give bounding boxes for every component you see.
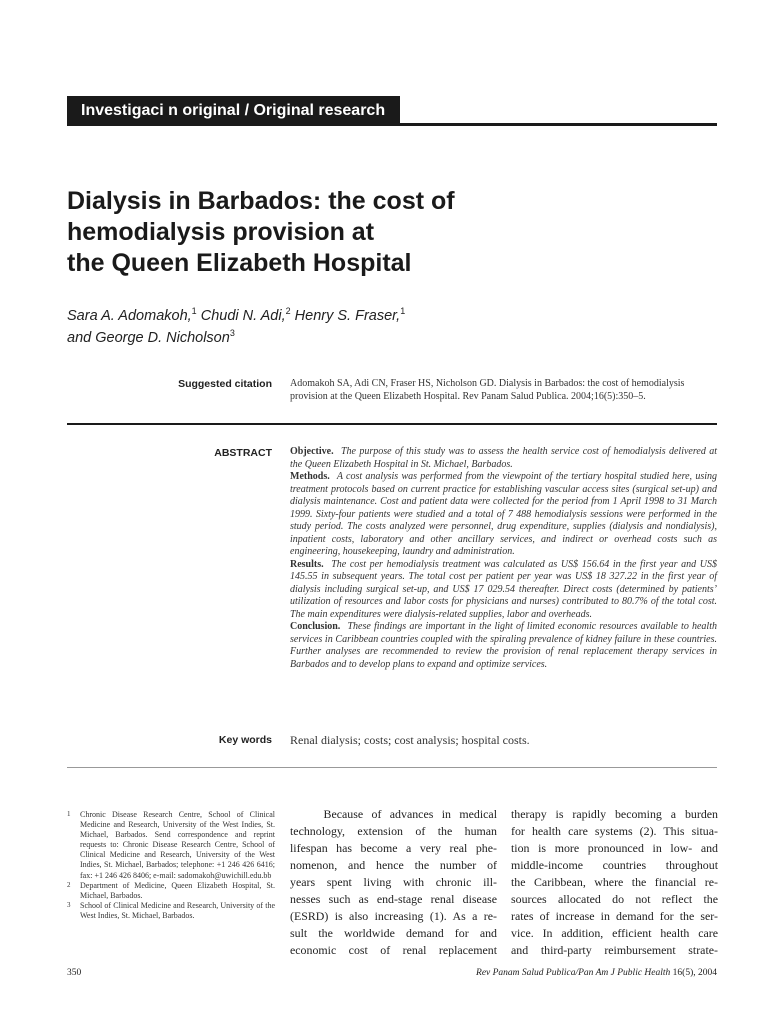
abstract-methods [290, 471, 717, 559]
body-line: sult the worldwide demand for and [290, 926, 497, 940]
author-name: Chudi N. Adi, [200, 308, 286, 324]
body-line: nesses such as end-stage renal disease [290, 892, 497, 906]
journal-volume: 16(5), 2004 [672, 968, 717, 978]
footnote-text: Chronic Disease Research Centre, School of Clinical Medicine and Research, University of the West Indies, St. Michael, Barbados. Send correspondence and reprint requests to: Chronic Disease Research Centre, School of Clinical Medicine and Research, University of the West Indies, St. Michael, Barbados; telephone: +1 246 426 6416; fax: +1 246 426 8406; e-mail: sadomakoh@uwichill.edu.bb [80, 810, 275, 880]
body-line: nomenon, and hence the number of [290, 858, 497, 872]
abstract-results [290, 559, 717, 622]
author-name: Sara A. Adomakoh, [67, 308, 192, 324]
abstract-text: These findings are important in the light of limited economic resources available to health services in Caribbean countries coupled with the spiraling prevalence of kidney failure in these countries. Further analyses are recommended to review the provision of renal replacement therapy services in Barbados and to develop plans to expand and optimize services. [290, 621, 717, 670]
title-line: the Queen Elizabeth Hospital [67, 249, 412, 277]
body-line: economic cost of renal replacement [290, 943, 497, 957]
abstract-conclusion [290, 621, 717, 671]
abstract-heading: Results. [290, 558, 324, 570]
body-line: and third-party reimbursement strate- [511, 943, 718, 957]
abstract-heading: Methods. [290, 471, 330, 482]
body-line: middle-income countries throughout [511, 858, 718, 872]
article-title [67, 186, 717, 279]
author-name: and George D. Nicholson [67, 330, 230, 346]
citation-label: Suggested citation [178, 378, 272, 390]
body-line: lifespan has become a very real phe- [290, 841, 497, 855]
banner-rule [67, 123, 717, 126]
abstract-text: The purpose of this study was to assess the health service cost of hemodialysis delivered at the Queen Elizabeth Hospital in St. Michael, Barbados. [290, 446, 717, 470]
abstract-objective [290, 446, 717, 471]
footnote [67, 810, 275, 881]
abstract-heading: Objective. [290, 446, 334, 457]
citation-text: Adomakoh SA, Adi CN, Fraser HS, Nicholson GD. Dialysis in Barbados: the cost of hemodialysis provision at the Queen Elizabeth Hospital. Rev Panam Salud Publica. 2004;16(5):350–5. [290, 378, 685, 402]
title-line: hemodialysis provision at [67, 218, 375, 246]
author-line-1 [67, 305, 717, 327]
footnote-number: 3 [67, 900, 71, 909]
section-banner: Investigaci n original / Original research [67, 96, 400, 126]
affiliation-mark: 2 [285, 306, 291, 317]
body-line: technology, extension of the human [290, 824, 497, 838]
title-line: Dialysis in Barbados: the cost of [67, 187, 455, 215]
author-list [67, 305, 717, 349]
body-line: for health care systems (2). This situa- [511, 824, 718, 838]
footnote-text: School of Clinical Medicine and Research, University of the West Indies, St. Michael, Barbados. [80, 900, 275, 920]
body-line: Because of advances in medical [290, 807, 497, 821]
body-line: years spent living with chronic ill- [290, 875, 497, 889]
footnotes [67, 810, 275, 921]
footnote-text: Department of Medicine, Queen Elizabeth Hospital, St. Michael, Barbados. [80, 880, 275, 900]
keywords-text: Renal dialysis; costs; cost analysis; hospital costs. [290, 733, 530, 747]
body-line: the Caribbean, where the financial re- [511, 875, 718, 889]
footnote [67, 901, 275, 921]
abstract-heading: Conclusion. [290, 621, 341, 632]
abstract-text: A cost analysis was performed from the viewpoint of the tertiary hospital studied here, using treatment protocols based on current practice for establishing vascular access sites (surgical set-up) and dialysis maintenance. Cost and patient data were collected for the period from 1 April 1998 to 31 March 1999. Sixty-four patients were studied and a total of 7 488 hemodialysis sessions were performed in the study period. The costs analyzed were personnel, drug expenditure, supplies (dialysis and nondialysis), inpatient costs, laboratory and other ancillary services, and indirect or overhead costs such as engineering, housekeeping, laundry and administration. [290, 471, 717, 557]
affiliation-mark: 1 [191, 306, 197, 317]
body-column-2 [511, 806, 718, 959]
footnote [67, 881, 275, 901]
footnote-number: 1 [67, 810, 71, 818]
body-line: therapy is rapidly becoming a burden [511, 807, 718, 821]
footnote-number: 2 [67, 880, 71, 889]
keywords-label: Key words [218, 734, 272, 746]
section-divider [67, 767, 717, 768]
author-name: Henry S. Fraser, [294, 308, 401, 324]
journal-name: Rev Panam Salud Publica/Pan Am J Public Health [476, 968, 671, 978]
affiliation-mark: 1 [400, 306, 406, 317]
body-line: vice. In addition, efficient health care [511, 926, 718, 940]
author-line-2 [67, 327, 717, 349]
abstract-label: ABSTRACT [214, 447, 272, 459]
page-number: 350 [67, 968, 82, 978]
abstract-text: The cost per hemodialysis treatment was calculated as US$ 156.64 in the first year and US$ 145.55 in subsequent years. The total cost per patient per year was US$ 18 327.22 in the first year of dialysis including surgical set-up, and US$ 17 029.54 thereafter. Direct costs (determined by patients’ utilization of resources and labor costs for physicians and nurses) contributed to 80.7% of the total cost. The main expenditures were dialysis-related supplies, labor and overheads. [290, 558, 718, 620]
journal-reference [417, 968, 717, 978]
abstract-body [290, 446, 717, 671]
body-line: sources allocated do not reflect the [511, 892, 718, 906]
body-column-1 [290, 806, 497, 959]
body-line: (ESRD) is also increasing (1). As a re- [290, 909, 497, 923]
body-line: tion is more pronounced in low- and [511, 841, 718, 855]
body-line: rates of increase in demand for the ser- [511, 909, 718, 923]
section-divider [67, 423, 717, 425]
affiliation-mark: 3 [229, 328, 235, 339]
